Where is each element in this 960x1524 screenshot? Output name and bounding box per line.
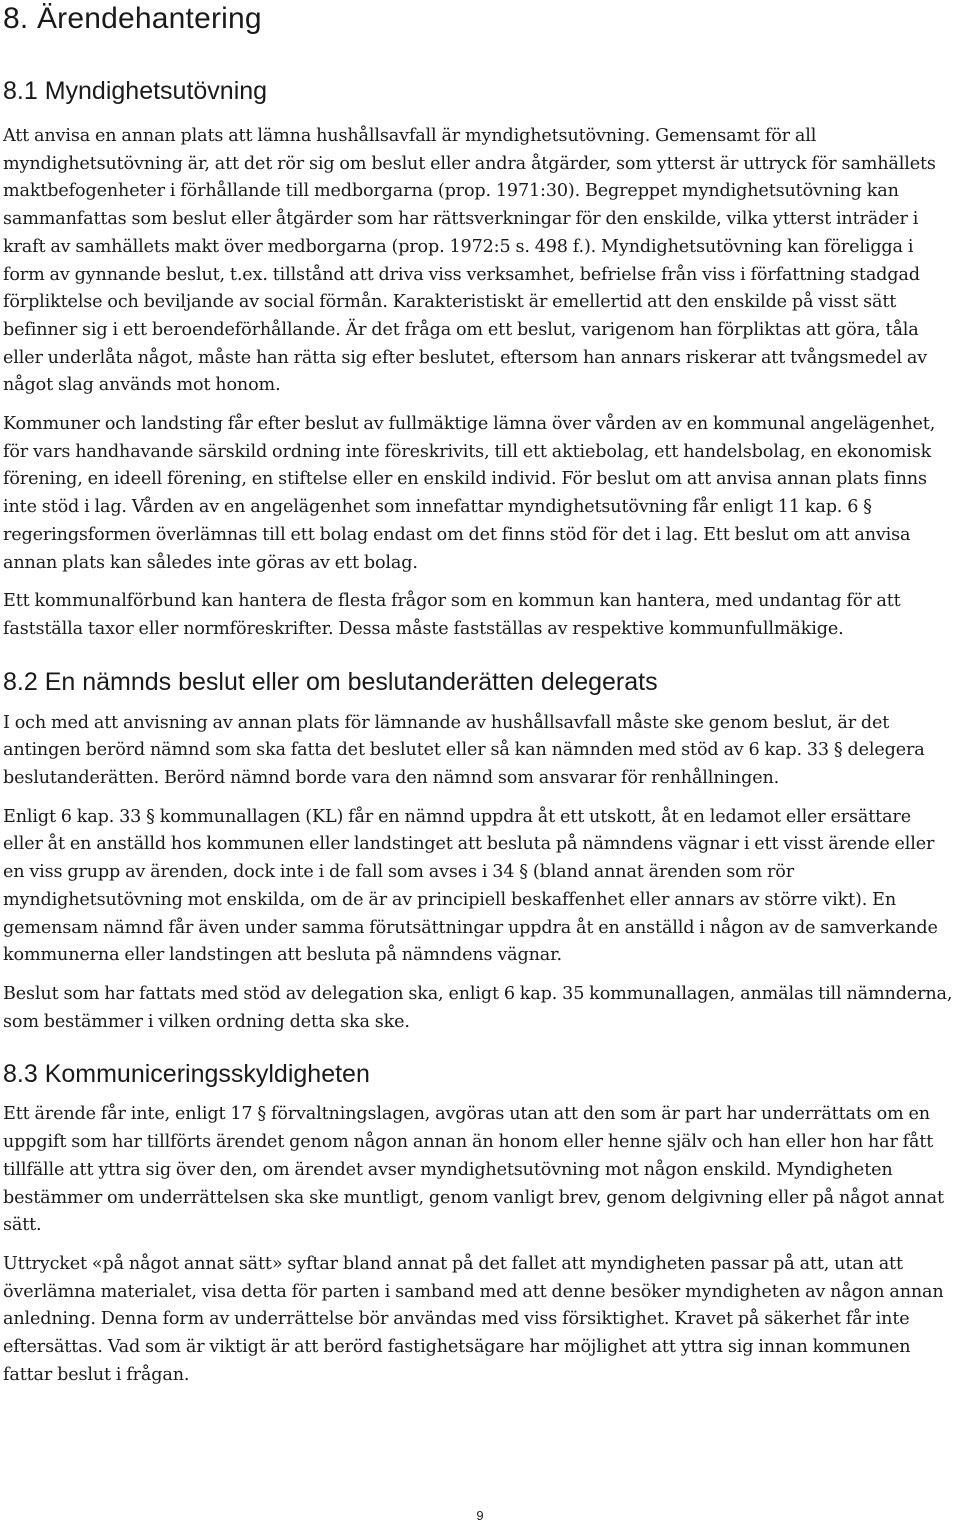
paragraph: Kommuner och landsting får efter beslut av fullmäktige lämna över vården av en kommunal angelägenhet, för vars handhavande särskild ordning inte föreskrivits, till ett aktiebolag, ett handelsbolag, en ekonomisk förening, en ideell förening, en stiftelse eller en enskild individ. För beslut om att anvisa annan plats finns inte stöd i lag. Vården av en angelägenhet som innefattar myndighetsutövning får enligt 11 kap. 6 § regeringsformen överlämnas till ett bolag endast om det finns stöd för det i lag. Ett beslut om att anvisa annan plats kan således inte göras av ett bolag. [3,414,936,573]
paragraph: Beslut som har fattats med stöd av delegation ska, enligt 6 kap. 35 kommunallagen, anmälas till nämnderna, som bestämmer i vilken ordning detta ska ske. [3,983,953,1032]
paragraph: I och med att anvisning av annan plats för lämnande av hushållsavfall måste ske genom beslut, är det antingen berörd nämnd som ska fatta det beslutet eller så kan nämnden med stöd av 6 kap. 33 § delegera beslutanderätten. Berörd nämnd borde vara den nämnd som ansvarar för renhållningen. [3,712,925,789]
paragraph: Enligt 6 kap. 33 § kommunallagen (KL) får en nämnd uppdra åt ett utskott, åt en ledamot eller ersättare eller åt en anställd hos kommunen eller landstinget att besluta på nämndens vägnar i ett visst ärende eller en viss grupp av ärenden, dock inte i de fall som avses i 34 § (bland annat ärenden som rör myndighetsutövning mot enskilda, om de är av principiell beskaffenhet eller annars av större vikt). En gemensam nämnd får även under samma förutsättningar uppdra åt en anställd i någon av de samverkande kommunerna eller landstingen att besluta på nämndens vägnar. [3,806,938,966]
section-8-3 [3,1059,955,1389]
chapter-heading: 8. Ärendehantering [3,2,262,35]
section-8-2 [3,667,955,1037]
section-heading: 8.2 En nämnds beslut eller om beslutanderätten delegerats [3,667,658,696]
section-heading: 8.3 Kommuniceringsskyldigheten [3,1060,370,1089]
page-number: 9 [476,1508,484,1523]
paragraph: Att anvisa en annan plats att lämna hushållsavfall är myndighetsutövning. Gemensamt för all myndighetsutövning är, att det rör sig om beslut eller andra åtgärder, som ytterst är uttryck för samhällets maktbefogenheter i förhållande till medborgarna (prop. 1971:30). Begreppet myndighetsutövning kan sammanfattas som beslut eller åtgärder som har rättsverkningar för den enskilde, vilka ytterst inträder i kraft av samhällets makt över medborgarna (prop. 1972:5 s. 498 f.). Myndighetsutövning kan föreligga i form av gynnande beslut, t.ex. tillstånd att driva viss verksamhet, befrielse från viss i författning stadgad förpliktelse och beviljande av social förmån. Karakteristiskt är emellertid att den enskilde på visst sätt befinner sig i ett beroendeförhållande. Är det fråga om ett beslut, varigenom han förpliktas att göra, tåla eller underlåta något, måste han rätta sig efter beslutet, eftersom han annars riskerar att tvångsmedel av något slag används mot honom. [3,126,936,396]
section-8-1 [3,76,955,644]
paragraph: Ett ärende får inte, enligt 17 § förvaltningslagen, avgöras utan att den som är part har underrättats om en uppgift som har tillförts ärendet genom någon annan än honom eller henne själv och han eller hon har fått tillfälle att yttra sig över den, om ärendet avser myndighetsutövning mot någon enskild. Myndigheten bestämmer om underrättelsen ska ske muntligt, genom vanligt brev, genom delgivning eller på något annat sätt. [3,1104,944,1236]
paragraph: Ett kommunalförbund kan hantera de flesta frågor som en kommun kan hantera, med undantag för att fastställa taxor eller normföreskrifter. Dessa måste fastställas av respektive kommunfullmäkige. [3,591,901,639]
paragraph: Uttrycket «på något annat sätt» syftar bland annat på det fallet att myndigheten passar på att, utan att överlämna materialet, visa detta för parten i samband med att denne besöker myndigheten av någon annan anledning. Denna form av underrättelse bör användas med viss försiktighet. Kravet på säkerhet får inte eftersättas. Vad som är viktigt är att berörd fastighetsägare har möjlighet att yttra sig innan kommunen fattar beslut i frågan. [3,1253,944,1385]
section-heading: 8.1 Myndighetsutövning [3,77,268,105]
document-page [3,0,955,1400]
